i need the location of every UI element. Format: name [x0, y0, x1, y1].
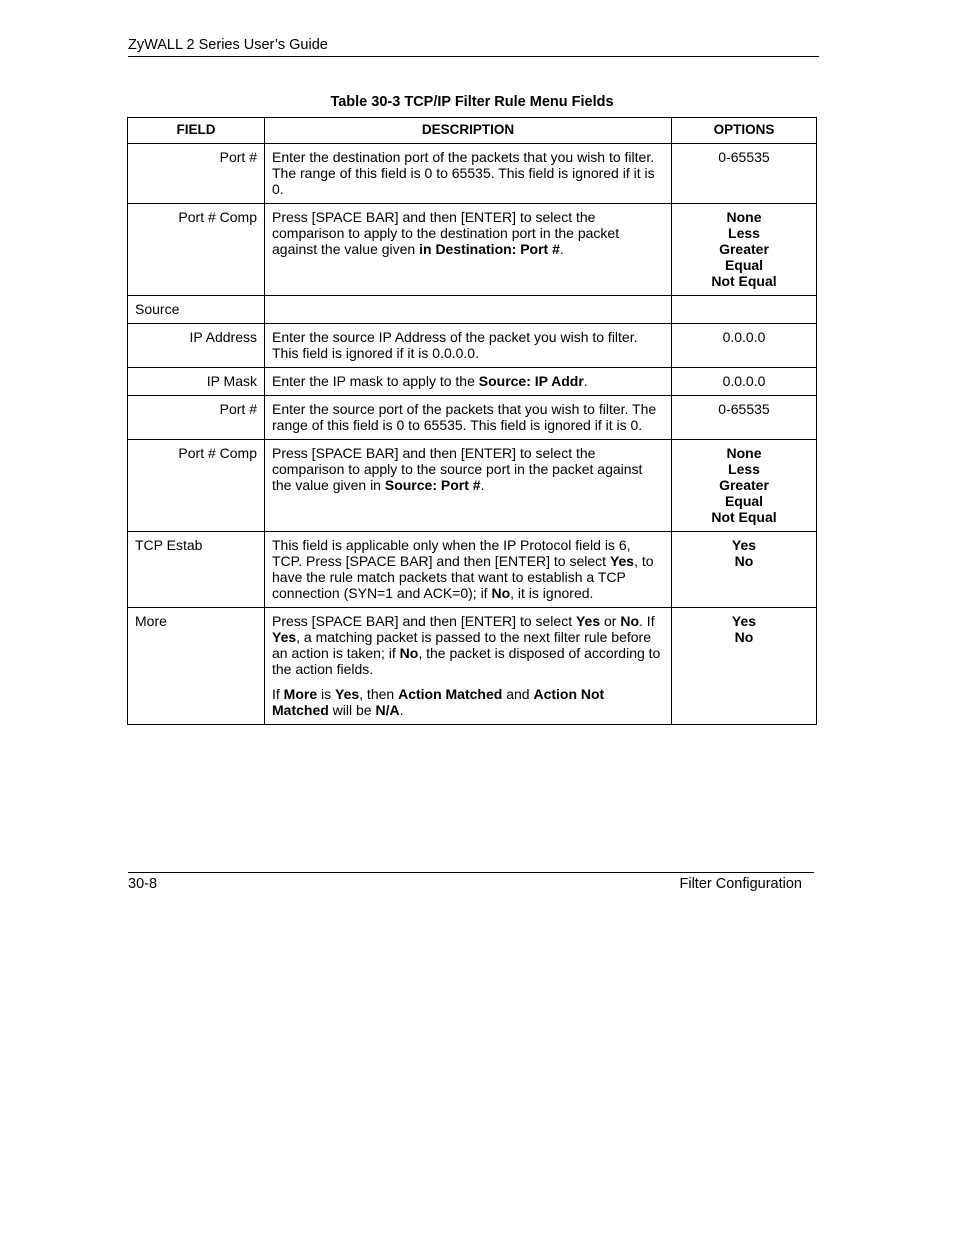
options-cell: [672, 532, 817, 608]
options-cell: [672, 440, 817, 532]
option-value: No: [734, 629, 754, 645]
table-header-row: [128, 118, 817, 144]
description-cell: Enter the IP mask to apply to the Source: IP Addr.: [265, 368, 672, 396]
description-paragraph: Press [SPACE BAR] and then [ENTER] to select Yes or No. If Yes, a matching packet is passed to the next filter rule before an action is taken; if No, the packet is disposed of according to the action fields.: [272, 613, 661, 677]
table-caption: Table 30-3 TCP/IP Filter Rule Menu Fields: [330, 94, 614, 110]
table-row-ip-mask: [128, 368, 817, 396]
option-value: Greater: [719, 477, 769, 493]
table-row-destination-port: [128, 144, 817, 204]
options-cell: 0.0.0.0: [672, 368, 817, 396]
option-value: Less: [728, 225, 760, 241]
options-cell: 0-65535: [672, 396, 817, 440]
field-cell: Port #: [128, 396, 265, 440]
field-cell: Source: [128, 296, 265, 324]
column-header-description: DESCRIPTION: [265, 118, 672, 144]
options-cell: 0.0.0.0: [672, 324, 817, 368]
option-value: Greater: [719, 241, 769, 257]
table-row-tcp-estab: [128, 532, 817, 608]
description-cell: Enter the destination port of the packets that you wish to filter. The range of this field is 0 to 65535. This field is ignored if it is 0.: [265, 144, 672, 204]
running-header: [128, 37, 819, 57]
option-value: Yes: [731, 613, 757, 629]
option-value: Equal: [724, 493, 764, 509]
column-header-options: OPTIONS: [672, 118, 817, 144]
table-row-source-port: [128, 396, 817, 440]
description-paragraph: If More is Yes, then Action Matched and Action Not Matched will be N/A.: [272, 686, 605, 718]
description-cell: [265, 296, 672, 324]
option-value: Yes: [731, 537, 757, 553]
guide-title: ZyWALL 2 Series User’s Guide: [128, 37, 328, 53]
option-value: Less: [728, 461, 760, 477]
option-value: None: [726, 445, 762, 461]
column-header-field: FIELD: [128, 118, 265, 144]
options-cell: [672, 608, 817, 725]
field-cell: Port # Comp: [128, 204, 265, 296]
field-cell: Port #: [128, 144, 265, 204]
section-title: Filter Configuration: [679, 876, 802, 892]
description-cell: Enter the source port of the packets that you wish to filter. The range of this field is 0 to 65535. This field is ignored if it is 0.: [265, 396, 672, 440]
description-cell: [265, 608, 672, 725]
running-footer: [128, 872, 814, 892]
field-cell: More: [128, 608, 265, 725]
option-value: Not Equal: [711, 509, 777, 525]
options-cell: [672, 296, 817, 324]
filter-rule-fields-table: [127, 117, 817, 725]
option-value: No: [734, 553, 754, 569]
option-value: Not Equal: [711, 273, 777, 289]
description-cell: Press [SPACE BAR] and then [ENTER] to select the comparison to apply to the destination port in the packet against the value given in Destination: Port #.: [265, 204, 672, 296]
table-row-destination-port-comp: [128, 204, 817, 296]
page-number: 30-8: [128, 876, 158, 892]
field-cell: IP Mask: [128, 368, 265, 396]
field-cell: TCP Estab: [128, 532, 265, 608]
table-row-source-port-comp: [128, 440, 817, 532]
description-cell: Enter the source IP Address of the packet you wish to filter. This field is ignored if it is 0.0.0.0.: [265, 324, 672, 368]
table-row-more: [128, 608, 817, 725]
table-row-ip-address: [128, 324, 817, 368]
option-value: Equal: [724, 257, 764, 273]
description-cell: This field is applicable only when the IP Protocol field is 6, TCP. Press [SPACE BAR] and then [ENTER] to select Yes, to have the rule match packets that want to establish a TCP connection (SYN=1 and ACK=0); if No, it is ignored.: [265, 532, 672, 608]
options-cell: 0-65535: [672, 144, 817, 204]
option-value: None: [726, 209, 762, 225]
description-cell: Press [SPACE BAR] and then [ENTER] to select the comparison to apply to the source port in the packet against the value given in Source: Port #.: [265, 440, 672, 532]
field-cell: IP Address: [128, 324, 265, 368]
table-row-source: [128, 296, 817, 324]
field-cell: Port # Comp: [128, 440, 265, 532]
options-cell: [672, 204, 817, 296]
